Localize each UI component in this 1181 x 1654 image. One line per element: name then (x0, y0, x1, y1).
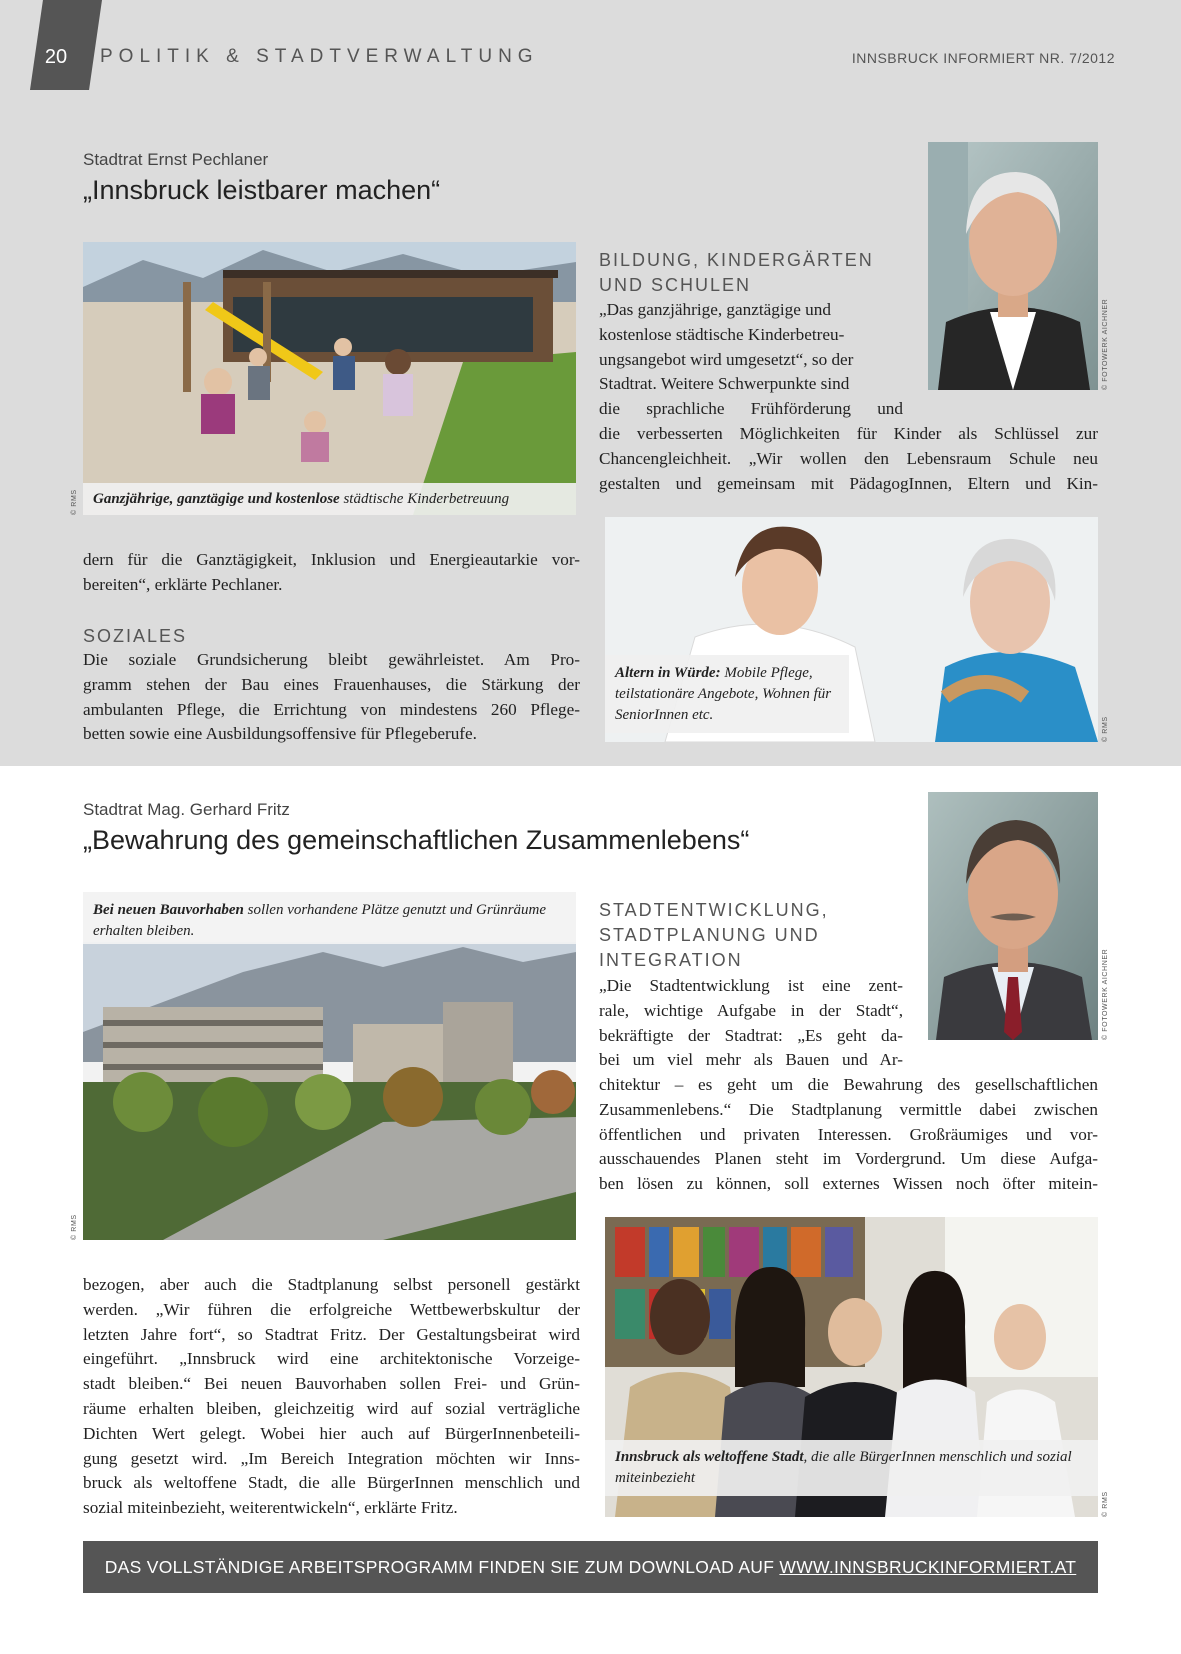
text-line: gung gesetzt wird. „Im Bereich Integration möchten wir Inns- (83, 1448, 580, 1468)
text-line: bezogen, aber auch die Stadtplanung selbst personell gestärkt (83, 1275, 580, 1294)
text-line: ambulanten Pflege, die Errichtung von mindestens 260 Pflege- (83, 699, 580, 719)
text-line: bei um viel mehr als Bauen und Ar- (599, 1050, 903, 1070)
text-line: Chancengleichheit. „Wir wollen den Lebensraum Schule neu (599, 448, 1098, 468)
text-line: ben lösen zu können, soll externes Wissen noch öfter mitein- (599, 1174, 1098, 1194)
playground-caption-rest: städtische Kinderbetreuung (339, 491, 510, 507)
subhead-bildung-line1: BILDUNG, KINDERGÄRTEN (599, 250, 874, 270)
portrait-pechlaner-credit: © FOTOWERK AICHNER (1102, 298, 1109, 390)
bildung-text-wide (599, 422, 1098, 496)
text-line: eingeführt. „Innsbruck wird eine architektonische Vorzeige- (83, 1349, 580, 1369)
integration-group-credit: © RMS (1102, 1491, 1109, 1517)
integration-group-caption-bold: Innsbruck als weltoffene Stadt (615, 1449, 804, 1465)
subhead-stadtentwicklung-line3: INTEGRATION (599, 950, 743, 970)
soziales-text (83, 648, 580, 747)
download-link[interactable]: WWW.INNSBRUCKINFORMIERT.AT (779, 1557, 1077, 1577)
city-development-caption-rest: sollen vorhandene Plätze genutzt und Grünräume erhalten bleiben. (93, 902, 547, 939)
download-banner (83, 1541, 1098, 1593)
nurse-senior-caption-rest: Mobile Pflege, teilstationäre Angebote, Wohnen für SeniorInnen etc. (615, 665, 832, 723)
city-development-caption (83, 892, 576, 944)
playground-caption (83, 483, 576, 515)
text-line: Stadtrat. Weitere Schwerpunkte sind (599, 374, 850, 394)
text-line: gestalten und gemeinsam mit PädagogInnen, Eltern und Kin- (599, 473, 1098, 493)
text-line: betten sowie eine Ausbildungsoffensive für Pflegeberufe. (83, 724, 477, 744)
text-line: „Das ganzjährige, ganztägige und (599, 300, 831, 319)
playground-credit: © RMS (71, 489, 78, 515)
article1-headline: „Innsbruck leistbarer machen“ (83, 175, 441, 205)
integration-group-caption (605, 1440, 1098, 1496)
stadtentwicklung-text-continued (83, 1273, 580, 1521)
integration-group-caption-rest: , die alle BürgerInnen menschlich und sozial miteinbezieht (615, 1449, 1072, 1486)
text-line: bekräftigte der Stadtrat: „Es geht da- (599, 1025, 903, 1045)
bildung-text-narrow (599, 298, 903, 422)
playground-caption-bold: Ganzjährige, ganztägige und kostenlose (93, 491, 340, 507)
text-line: kostenlose städtische Kinderbetreu- (599, 324, 845, 344)
text-line: dern für die Ganztägigkeit, Inklusion und Energieautarkie vor- (83, 550, 580, 569)
page-number: 20 (44, 46, 68, 68)
text-line: Zusammenlebens.“ Die Stadtplanung vermittle dabei zwischen (599, 1099, 1098, 1119)
text-line: rale, wichtige Aufgabe in der Stadt“, (599, 1000, 903, 1020)
subhead-bildung-line2: UND SCHULEN (599, 275, 752, 295)
city-development-caption-bold: Bei neuen Bauvorhaben (93, 902, 244, 918)
portrait-fritz (928, 792, 1098, 1040)
text-line: räume erhalten bleiben, gleichzeitig wird auf sozial verträgliche (83, 1398, 580, 1418)
nurse-senior-caption-bold: Altern in Würde: (615, 665, 721, 681)
text-line: öffentlichen und privaten Interessen. Großräumiges und vor- (599, 1124, 1098, 1144)
text-line: werden. „Wir führen die erfolgreiche Wettbewerbskultur der (83, 1299, 580, 1319)
portrait-fritz-credit: © FOTOWERK AICHNER (1102, 948, 1109, 1040)
city-development-photo (83, 892, 576, 1240)
download-banner-text: DAS VOLLSTÄNDIGE ARBEITSPROGRAMM FINDEN SIE ZUM DOWNLOAD AUF (104, 1557, 780, 1577)
city-development-credit: © RMS (71, 1214, 78, 1240)
subhead-stadtentwicklung-line1: STADTENTWICKLUNG, (599, 900, 829, 920)
text-line: chitektur – es geht um die Bewahrung des gesellschaftlichen (599, 1075, 1098, 1094)
stadtentwicklung-text-wide (599, 1073, 1098, 1197)
portrait-pechlaner (928, 142, 1098, 390)
nurse-senior-credit: © RMS (1102, 716, 1109, 742)
bildung-text-continued (83, 548, 580, 598)
text-line: ungsangebot wird umgesetzt“, so der (599, 349, 854, 369)
section-title: POLITIK & STADTVERWALTUNG (100, 46, 539, 67)
text-line: ausschauendes Planen steht im Vordergrund. Um diese Aufga- (599, 1149, 1098, 1169)
text-line: die verbesserten Möglichkeiten für Kinder als Schlüssel zur (599, 424, 1098, 443)
text-line: „Die Stadtentwicklung ist eine zent- (599, 976, 903, 995)
text-line: sozial miteinbezieht, weiterentwickeln“, erklärte Fritz. (83, 1498, 458, 1518)
article1-kicker: Stadtrat Ernst Pechlaner (83, 150, 269, 169)
text-line: gramm stehen der Bau eines Frauenhauses, die Stärkung der (83, 674, 580, 694)
issue-label: INNSBRUCK INFORMIERT NR. 7/2012 (851, 50, 1115, 66)
text-line: bereiten“, erklärte Pechlaner. (83, 574, 283, 594)
stadtentwicklung-text-narrow (599, 974, 903, 1073)
text-line: Die soziale Grundsicherung bleibt gewährleistet. Am Pro- (83, 650, 580, 669)
text-line: bruck als weltoffene Stadt, die alle BürgerInnen menschlich und (83, 1473, 580, 1493)
text-line: letzten Jahre fort“, so Stadtrat Fritz. Der Gestaltungsbeirat wird (83, 1324, 580, 1344)
text-line: stadt bleiben.“ Bei neuen Bauvorhaben sollen Frei- und Grün- (83, 1374, 580, 1394)
nurse-senior-caption (605, 655, 849, 733)
text-line: Dichten Wert gelegt. Wobei hier auch auf BürgerInnenbeteili- (83, 1423, 580, 1443)
subhead-soziales: SOZIALES (83, 626, 188, 646)
article2-kicker: Stadtrat Mag. Gerhard Fritz (83, 800, 290, 819)
playground-photo (83, 242, 576, 515)
text-line: die sprachliche Frühförderung und (599, 399, 903, 419)
subhead-stadtentwicklung-line2: STADTPLANUNG UND (599, 925, 820, 945)
article2-headline: „Bewahrung des gemeinschaftlichen Zusammenlebens“ (83, 825, 750, 855)
